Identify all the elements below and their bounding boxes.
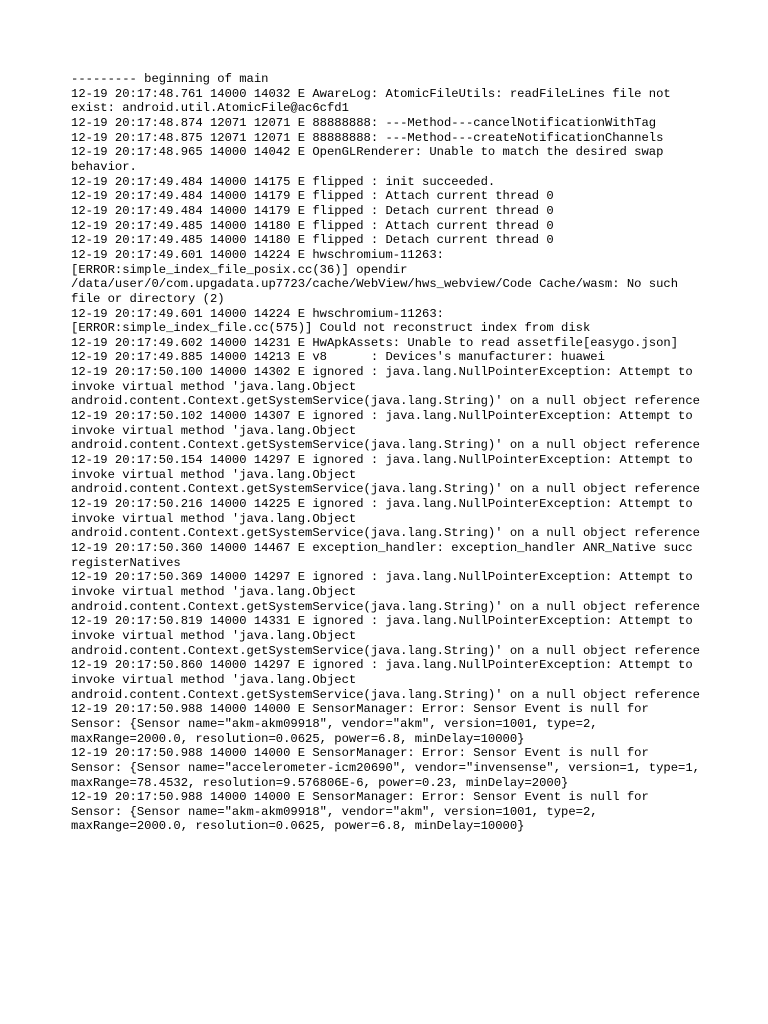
log-line: android.content.Context.getSystemService(java.lang.String)' on a null object reference (71, 482, 700, 497)
log-line: 12-19 20:17:50.988 14000 14000 E SensorManager: Error: Sensor Event is null for Sensor: {Sensor name="akm-akm09918", vendor="akm", version=1001, type=2, maxRange=2000.0, resolution=0.0625, power=6.8, minDelay=10000} (71, 790, 657, 834)
log-line: 12-19 20:17:50.102 14000 14307 E ignored : java.lang.NullPointerException: Attempt to invoke virtual method 'java.lang.Object (71, 409, 700, 438)
log-line: 12-19 20:17:48.874 12071 12071 E 88888888: ---Method---cancelNotificationWithTag (71, 115, 657, 130)
log-line: 12-19 20:17:49.484 14000 14179 E flipped : Attach current thread 0 (71, 189, 554, 204)
log-line: 12-19 20:17:50.988 14000 14000 E SensorManager: Error: Sensor Event is null for Sensor: {Sensor name="akm-akm09918", vendor="akm", version=1001, type=2, maxRange=2000.0, resolution=0.0625, power=6.8, minDelay=10000} (71, 702, 657, 746)
log-line: 12-19 20:17:48.875 12071 12071 E 88888888: ---Method---createNotificationChannels (71, 130, 664, 145)
log-line: 12-19 20:17:49.601 14000 14224 E hwschromium-11263: (71, 306, 444, 321)
log-line: 12-19 20:17:50.988 14000 14000 E SensorManager: Error: Sensor Event is null for Sensor: {Sensor name="accelerometer-icm20690", vendor="invensense", version=1, type=1, maxRange=78.4532, resolution=9.576806E-6, power=0.23, minDelay=2000} (71, 746, 708, 790)
log-line: android.content.Context.getSystemService(java.lang.String)' on a null object reference (71, 643, 700, 658)
log-line: 12-19 20:17:49.484 14000 14175 E flipped : init succeeded. (71, 174, 496, 189)
log-line: android.content.Context.getSystemService(java.lang.String)' on a null object reference (71, 438, 700, 453)
log-line: 12-19 20:17:48.965 14000 14042 E OpenGLRenderer: Unable to match the desired swap behavior. (71, 145, 671, 174)
log-line: 12-19 20:17:50.819 14000 14331 E ignored : java.lang.NullPointerException: Attempt to invoke virtual method 'java.lang.Object (71, 614, 700, 643)
log-line: 12-19 20:17:49.885 14000 14213 E v8 : Devices's manufacturer: huawei (71, 350, 605, 365)
log-line: 12-19 20:17:50.860 14000 14297 E ignored : java.lang.NullPointerException: Attempt to invoke virtual method 'java.lang.Object (71, 658, 700, 687)
log-line: 12-19 20:17:50.216 14000 14225 E ignored : java.lang.NullPointerException: Attempt to invoke virtual method 'java.lang.Object (71, 497, 700, 526)
log-line: 12-19 20:17:50.100 14000 14302 E ignored : java.lang.NullPointerException: Attempt to invoke virtual method 'java.lang.Object (71, 365, 700, 394)
log-line: --------- beginning of main (71, 72, 269, 86)
log-line: 12-19 20:17:49.601 14000 14224 E hwschromium-11263: (71, 247, 444, 262)
log-line: [ERROR:simple_index_file_posix.cc(36)] opendir (71, 262, 408, 277)
log-line: 12-19 20:17:50.369 14000 14297 E ignored : java.lang.NullPointerException: Attempt to invoke virtual method 'java.lang.Object (71, 570, 700, 599)
log-line: android.content.Context.getSystemService(java.lang.String)' on a null object reference (71, 394, 700, 409)
log-line: android.content.Context.getSystemService(java.lang.String)' on a null object reference (71, 526, 700, 541)
log-line: /data/user/0/com.upgadata.up7723/cache/WebView/hws_webview/Code Cache/wasm: No such file or directory (2) (71, 277, 686, 306)
log-document (71, 72, 708, 834)
log-line: 12-19 20:17:50.154 14000 14297 E ignored : java.lang.NullPointerException: Attempt to invoke virtual method 'java.lang.Object (71, 453, 700, 482)
log-line: android.content.Context.getSystemService(java.lang.String)' on a null object reference (71, 687, 700, 702)
log-line: 12-19 20:17:49.485 14000 14180 E flipped : Detach current thread 0 (71, 233, 554, 248)
log-line: [ERROR:simple_index_file.cc(575)] Could not reconstruct index from disk (71, 321, 591, 336)
log-line: 12-19 20:17:49.485 14000 14180 E flipped : Attach current thread 0 (71, 218, 554, 233)
log-line: 12-19 20:17:49.484 14000 14179 E flipped : Detach current thread 0 (71, 203, 554, 218)
log-line: android.content.Context.getSystemService(java.lang.String)' on a null object reference (71, 599, 700, 614)
log-line: 12-19 20:17:48.761 14000 14032 E AwareLog: AtomicFileUtils: readFileLines file not exist: android.util.AtomicFile@ac6cfd1 (71, 86, 679, 116)
log-line: 12-19 20:17:49.602 14000 14231 E HwApkAssets: Unable to read assetfile[easygo.json] (71, 335, 679, 350)
log-line: 12-19 20:17:50.360 14000 14467 E exception_handler: exception_handler ANR_Native succ registerNatives (71, 541, 700, 570)
